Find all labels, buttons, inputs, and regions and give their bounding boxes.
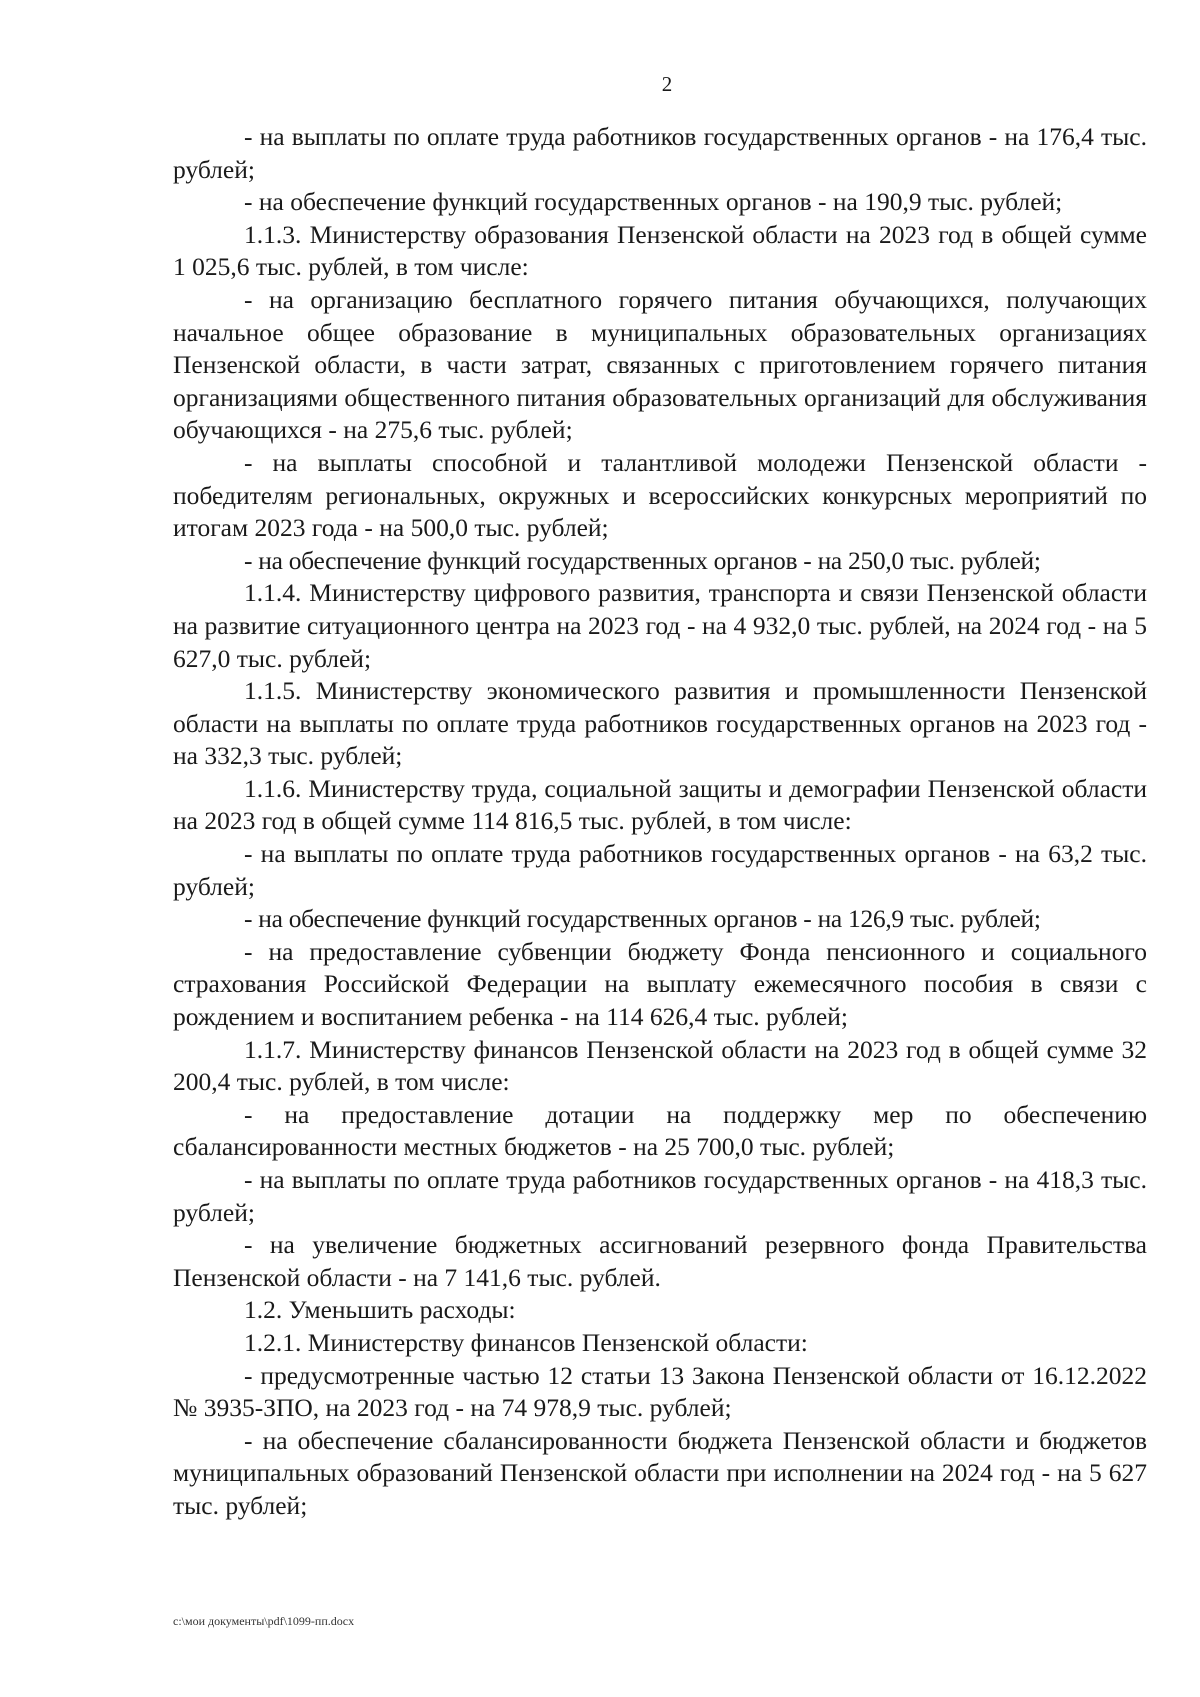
paragraph: 1.2.1. Министерству финансов Пензенской области:: [244, 1327, 808, 1357]
paragraph: - на обеспечение функций государственных органов - на 250,0 тыс. рублей;: [244, 545, 1041, 575]
page-number: 2: [661, 72, 673, 96]
paragraph: - на выплаты способной и талантливой молодежи Пензенской области - победителям региональных, окружных и всероссийских конкурсных мероприятий по итогам 2023 года - на 500,0 тыс. рублей;: [173, 447, 1147, 543]
paragraph: - на увеличение бюджетных ассигнований резервного фонда Правительства Пензенской области - на 7 141,6 тыс. рублей.: [173, 1230, 1147, 1292]
paragraph: 1.1.4. Министерству цифрового развития, транспорта и связи Пензенской области на развитие ситуационного центра на 2023 год - на 4 932,0 тыс. рублей, на 2024 год - на 5 627,0 тыс. рублей;: [173, 578, 1147, 673]
paragraph: 1.1.6. Министерству труда, социальной защиты и демографии Пензенской области на 2023 год в общей сумме 114 816,5 тыс. рублей, в том числе:: [173, 773, 1147, 836]
paragraph: - на выплаты по оплате труда работников государственных органов - на 63,2 тыс. рублей;: [173, 839, 1147, 901]
paragraph: - на выплаты по оплате труда работников государственных органов - на 418,3 тыс. рублей;: [173, 1165, 1147, 1227]
paragraph: 1.1.3. Министерству образования Пензенской области на 2023 год в общей сумме 1 025,6 тыс. рублей, в том числе:: [173, 219, 1147, 282]
paragraph: - на обеспечение функций государственных органов - на 126,9 тыс. рублей;: [244, 904, 1041, 934]
paragraph: - на предоставление дотации на поддержку мер по обеспечению сбалансированности местных бюджетов - на 25 700,0 тыс. рублей;: [173, 1099, 1147, 1162]
paragraph: - на предоставление субвенции бюджету Фонда пенсионного и социального страхования Российской Федерации на выплату ежемесячного пособия в связи с рождением и воспитанием ребенка - на 114 626,4 тыс. рублей;: [173, 936, 1147, 1032]
document-body: [173, 121, 1147, 1523]
paragraph: - на обеспечение сбалансированности бюджета Пензенской области и бюджетов муниципальных образований Пензенской области при исполнении на 2024 год - на 5 627 тыс. рублей;: [173, 1425, 1147, 1520]
paragraph: 1.1.5. Министерству экономического развития и промышленности Пензенской области на выплаты по оплате труда работников государственных органов на 2023 год - на 332,3 тыс. рублей;: [173, 676, 1147, 771]
paragraph: 1.2. Уменьшить расходы:: [244, 1295, 516, 1325]
paragraph: - на выплаты по оплате труда работников государственных органов - на 176,4 тыс. рублей;: [173, 122, 1147, 184]
paragraph: - на обеспечение функций государственных органов - на 190,9 тыс. рублей;: [244, 187, 1063, 217]
footer-file-path: c:\мои документы\pdf\1099-пп.docx: [173, 1614, 355, 1628]
paragraph: - предусмотренные частью 12 статьи 13 Закона Пензенской области от 16.12.2022 № 3935-ЗПО, на 2023 год - на 74 978,9 тыс. рублей;: [173, 1360, 1147, 1423]
paragraph: - на организацию бесплатного горячего питания обучающихся, получающих начальное общее образование в муниципальных образовательных организациях Пензенской области, в части затрат, связанных с приготовлением горячего питания организациями общественного питания образовательных организаций для обслуживания обучающихся - на 275,6 тыс. рублей;: [173, 284, 1147, 445]
paragraph: 1.1.7. Министерству финансов Пензенской области на 2023 год в общей сумме 32 200,4 тыс. рублей, в том числе:: [173, 1034, 1147, 1097]
